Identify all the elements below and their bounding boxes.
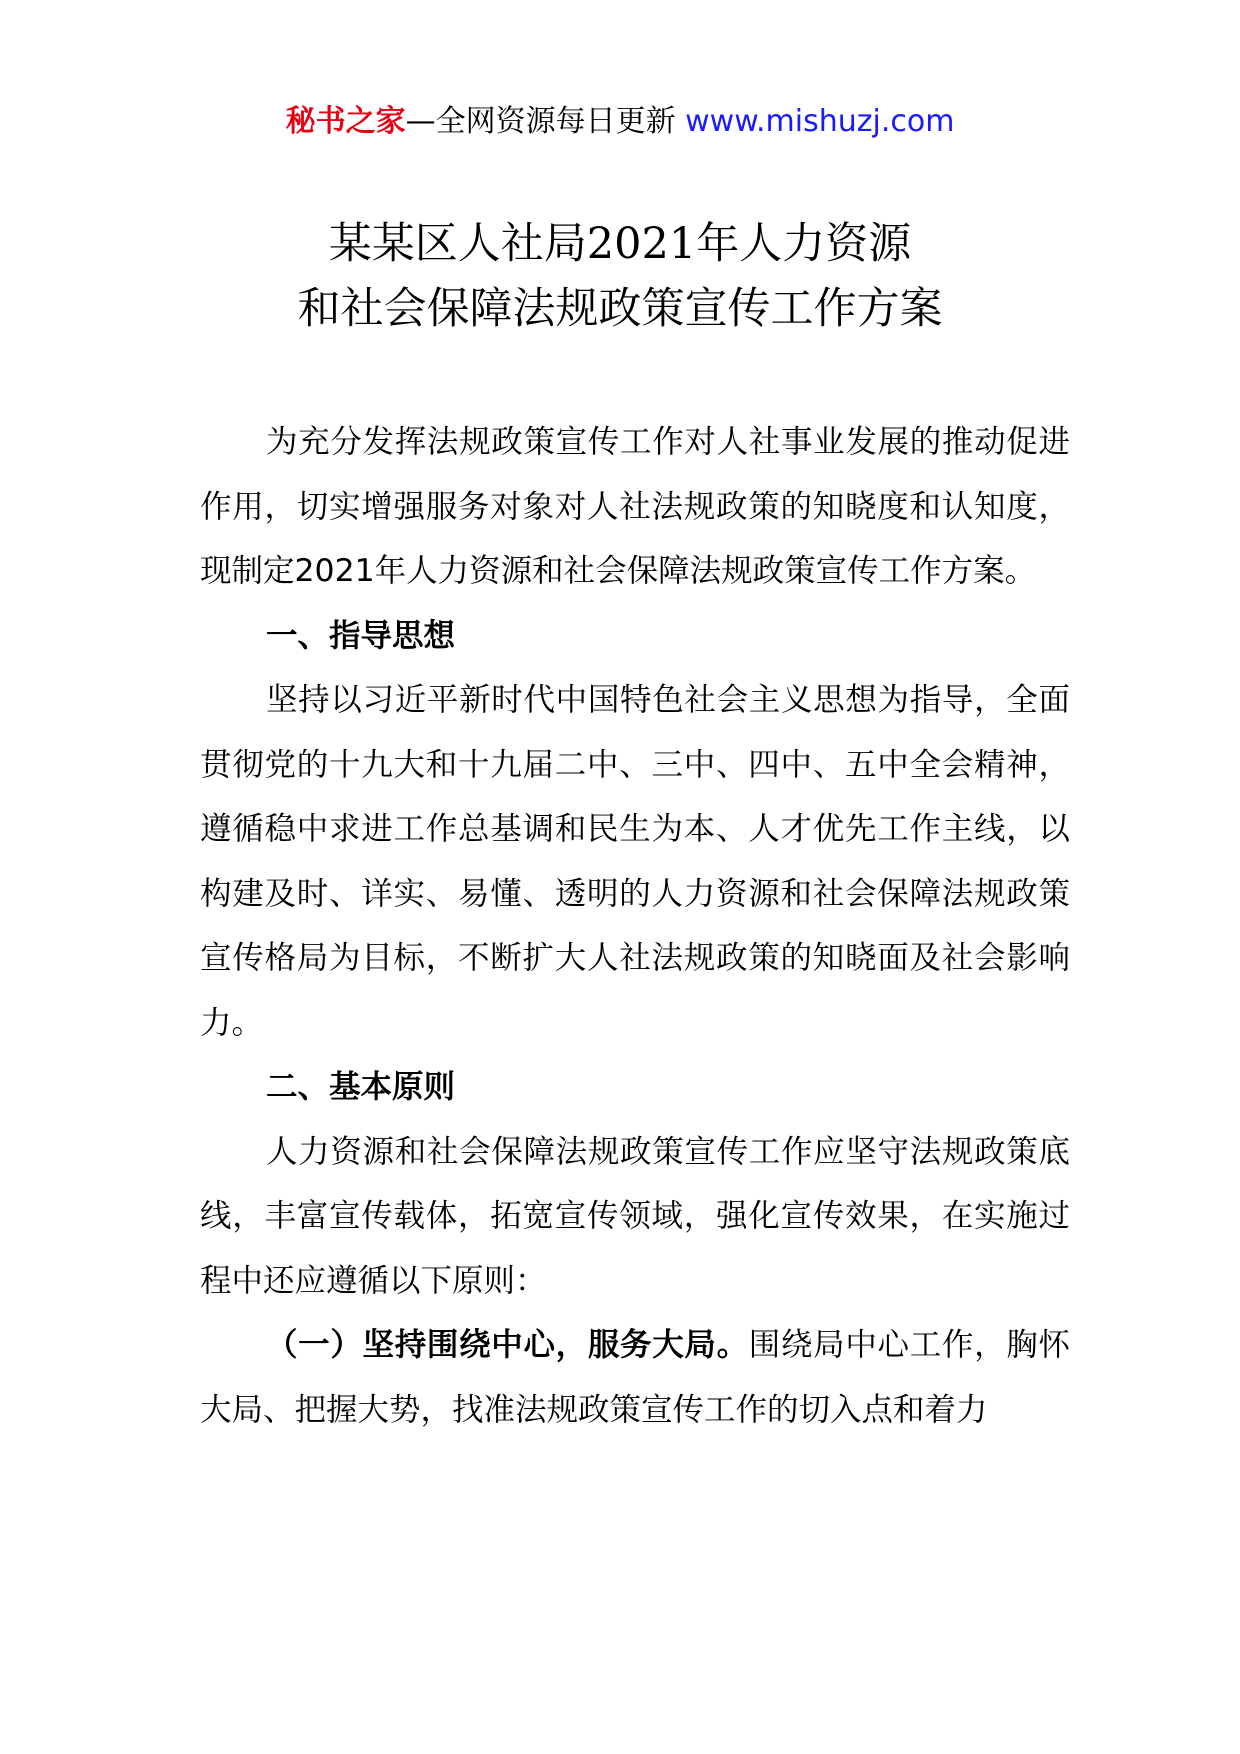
header-slogan: —全网资源每日更新 [405, 104, 686, 139]
document-body [200, 410, 1070, 1442]
brand-name: 秘书之家 [285, 104, 406, 139]
guiding-ideology-paragraph: 坚持以习近平新时代中国特色社会主义思想为指导，全面贯彻党的十九大和十九届二中、三中、四中、五中全会精神，遵循稳中求进工作总基调和民生为本、人才优先工作主线，以构建及时、详实、易懂、透明的人力资源和社会保障法规政策宣传格局为目标，不断扩大人社法规政策的知晓面及社会影响力。 [200, 682, 1070, 1041]
principle-1-text: 围绕局中心工作，胸怀大局、把握大势，找准法规政策宣传工作的切入点和着力 [200, 1327, 1070, 1428]
site-header [0, 100, 1240, 144]
principle-1-paragraph [200, 1313, 1070, 1442]
section-heading-basic-principles: 二、基本原则 [266, 1069, 456, 1105]
document-title-line-2: 和社会保障法规政策宣传工作方案 [297, 284, 943, 334]
document-title-line-1: 某某区人社局2021年人力资源 [328, 219, 912, 269]
basic-principles-paragraph: 人力资源和社会保障法规政策宣传工作应坚守法规政策底线，丰富宣传载体，拓宽宣传领域，强化宣传效果，在实施过程中还应遵循以下原则： [200, 1133, 1070, 1299]
intro-paragraph: 为充分发挥法规政策宣传工作对人社事业发展的推动促进作用，切实增强服务对象对人社法规政策的知晓度和认知度，现制定2021年人力资源和社会保障法规政策宣传工作方案。 [200, 424, 1070, 589]
site-url-link[interactable]: www.mishuzj.com [685, 104, 955, 139]
section-heading-guiding-ideology: 一、指导思想 [266, 617, 456, 654]
principle-1-heading: （一）坚持围绕中心，服务大局。 [266, 1327, 749, 1363]
